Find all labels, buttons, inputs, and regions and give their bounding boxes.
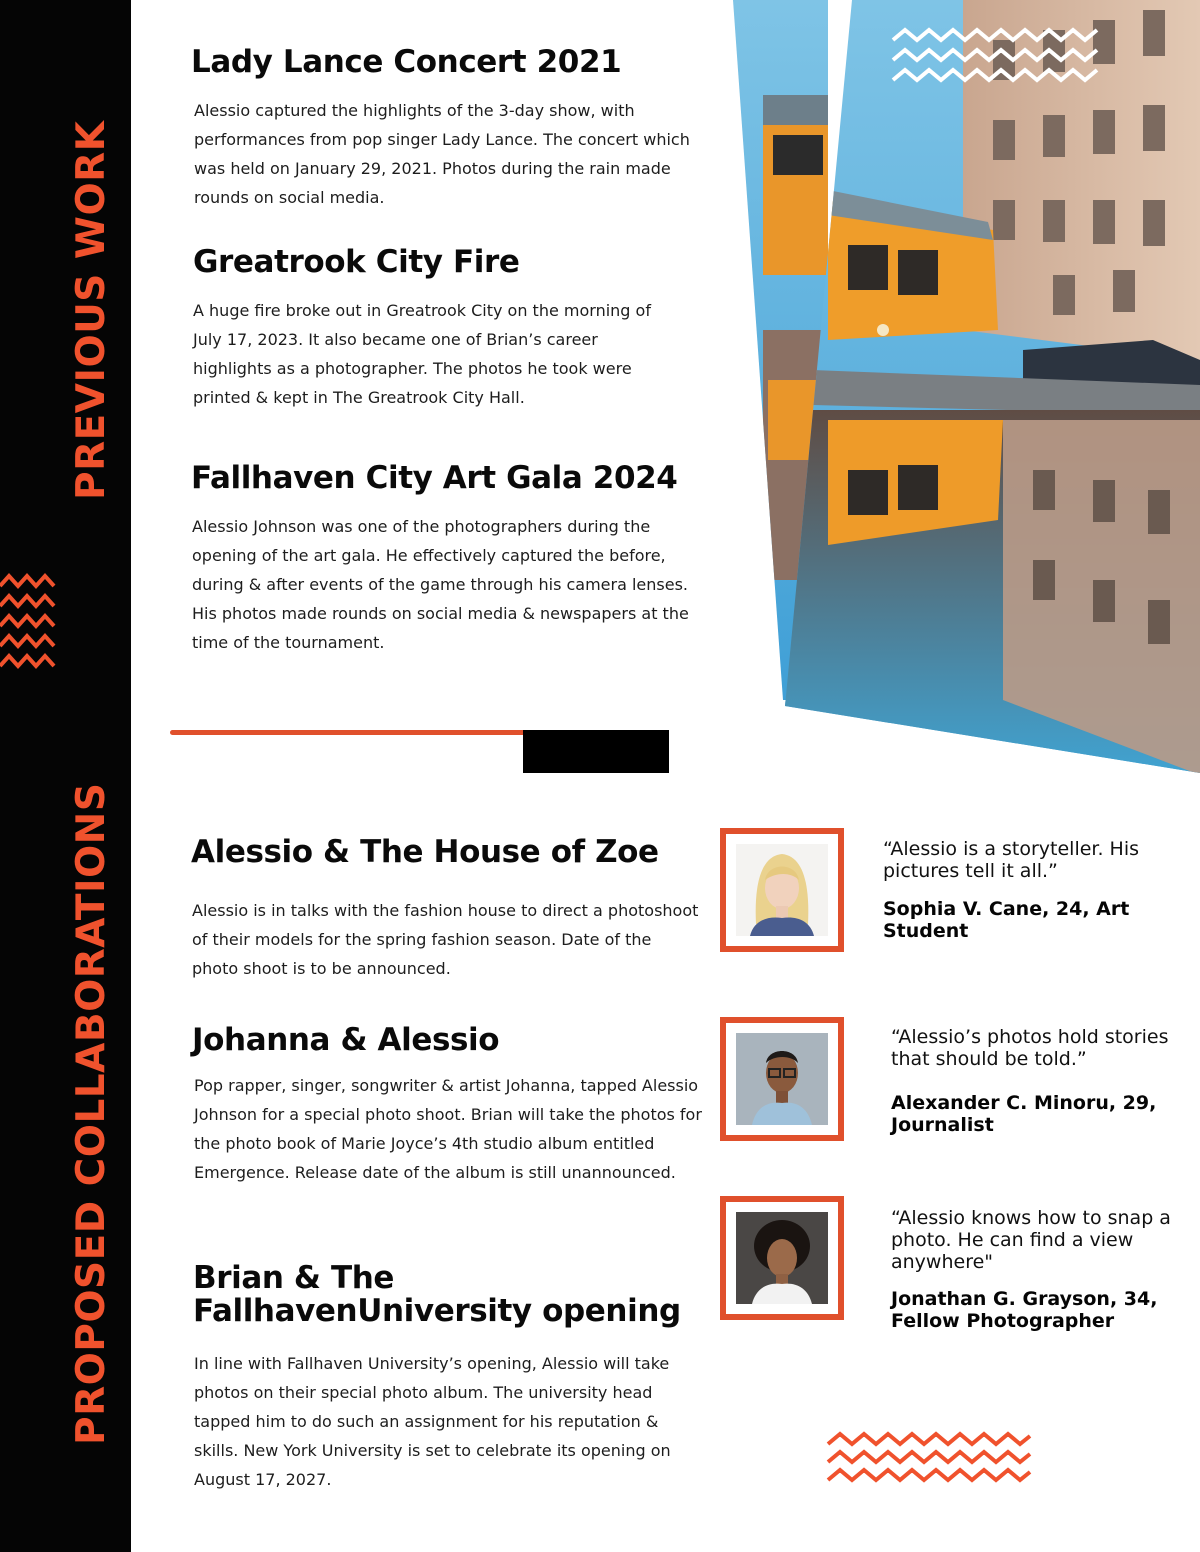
section-divider-line bbox=[170, 730, 530, 735]
tram-street-photo bbox=[733, 0, 1200, 775]
work-description-art-gala: Alessio Johnson was one of the photographers during the opening of the art gala. He effectively captured the before, during & after events of the game through his camera lenses. His photos made rounds on social media & newspapers at the time of the tournament. bbox=[192, 517, 689, 652]
section-title-proposed-collaborations: PROPOSED COLLABORATIONS bbox=[69, 782, 114, 1445]
testimonial-portrait-sophia bbox=[720, 828, 844, 952]
testimonial-author-sophia: Sophia V. Cane, 24, Art Student bbox=[883, 898, 1130, 942]
work-description-city-fire: A huge fire broke out in Greatrook City on the morning of July 17, 2023. It also became one of Brian’s career highlights as a photographer. The photos he took were printed & kept in The Greatrook City Hall. bbox=[193, 301, 651, 407]
person-avatar-icon bbox=[736, 1212, 828, 1304]
testimonial-author-jonathan: Jonathan G. Grayson, 34, Fellow Photographer bbox=[891, 1288, 1158, 1332]
work-description-concert: Alessio captured the highlights of the 3-day show, with performances from pop singer Lady Lance. The concert which was held on January 29, 2021. Photos during the rain made rounds on social media. bbox=[194, 101, 690, 207]
work-title-concert: Lady Lance Concert 2021 bbox=[191, 44, 622, 80]
testimonial-quote-jonathan: “Alessio knows how to snap a photo. He can find a view anywhere" bbox=[891, 1207, 1171, 1273]
work-title-city-fire: Greatrook City Fire bbox=[193, 244, 520, 280]
collab-description-johanna: Pop rapper, singer, songwriter & artist Johanna, tapped Alessio Johnson for a special photo shoot. Brian will take the photos for the photo book of Marie Joyce’s 4th studio album entitled Emergence. Release date of the album is still unannounced. bbox=[194, 1076, 702, 1182]
person-avatar-icon bbox=[736, 844, 828, 936]
testimonial-portrait-jonathan bbox=[720, 1196, 844, 1320]
sidebar bbox=[0, 0, 131, 1552]
collab-description-university: In line with Fallhaven University’s opening, Alessio will take photos on their special photo album. The university head tapped him to do such an assignment for his reputation & skills. New York University is set to celebrate its opening on August 17, 2027. bbox=[194, 1354, 671, 1489]
zigzag-decoration-icon bbox=[826, 1430, 1032, 1484]
collab-title-house-of-zoe: Alessio & The House of Zoe bbox=[191, 834, 659, 870]
collab-description-house-of-zoe: Alessio is in talks with the fashion house to direct a photoshoot of their models for the spring fashion season. Date of the photo shoot is to be announced. bbox=[192, 901, 699, 978]
collab-title-university: Brian & The FallhavenUniversity opening bbox=[193, 1260, 681, 1329]
testimonial-author-alexander: Alexander C. Minoru, 29, Journalist bbox=[891, 1092, 1157, 1136]
testimonial-quote-sophia: “Alessio is a storyteller. His pictures tell it all.” bbox=[883, 838, 1140, 882]
section-divider-block bbox=[523, 730, 669, 773]
person-avatar-icon bbox=[736, 1033, 828, 1125]
section-title-previous-work: PREVIOUS WORK bbox=[69, 120, 114, 500]
testimonial-quote-alexander: “Alessio’s photos hold stories that should be told.” bbox=[891, 1026, 1169, 1070]
zigzag-decoration-icon bbox=[0, 572, 58, 672]
testimonial-portrait-alexander bbox=[720, 1017, 844, 1141]
collab-title-johanna: Johanna & Alessio bbox=[192, 1022, 500, 1058]
work-title-art-gala: Fallhaven City Art Gala 2024 bbox=[191, 460, 678, 496]
